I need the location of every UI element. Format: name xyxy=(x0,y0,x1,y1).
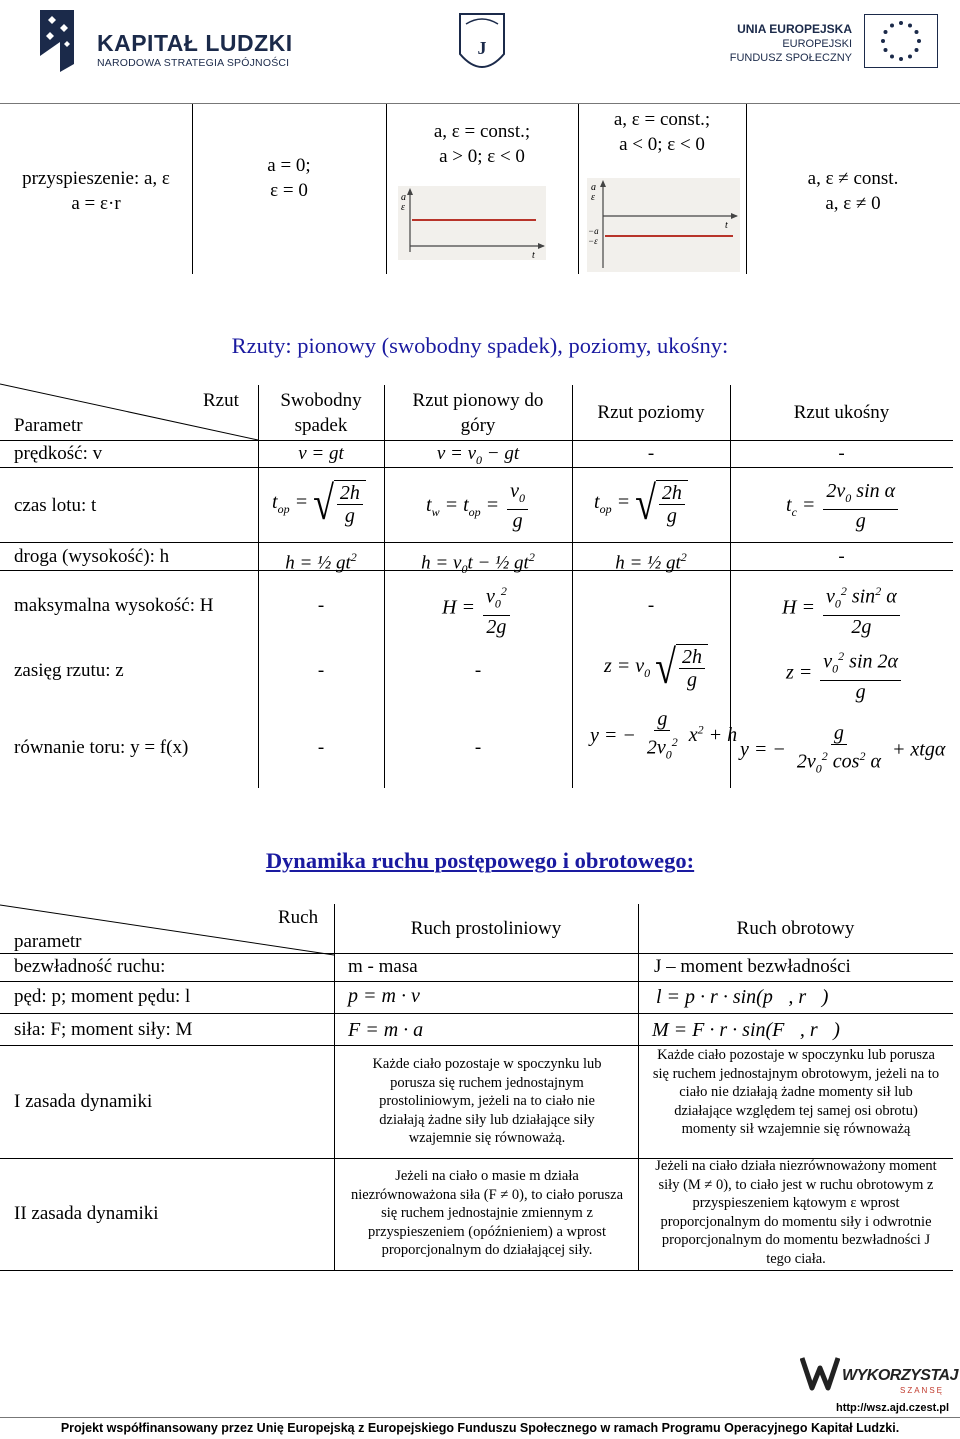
formula-t-ukosny: $t_c$ = $\frac{2v_0 \sin \alpha}{g}$ xyxy=(786,480,901,532)
dyn-r3-label: siła: F; moment siły: M xyxy=(14,1019,193,1040)
formula-h-swobodny: h = ½ $gt^2$ xyxy=(285,550,357,574)
dash-hmax-poziomy: - xyxy=(647,595,655,616)
dash-y-swobodny: - xyxy=(317,737,325,758)
accel-c4-line1: a, ε = const.; xyxy=(613,109,711,130)
dyn-r1-prosto: m - masa xyxy=(348,956,418,977)
svg-text:a: a xyxy=(591,182,596,193)
svg-text:t: t xyxy=(725,220,728,231)
accel-c2-line2: ε = 0 xyxy=(270,180,308,201)
dyn-r5-obrot: Jeżeli na ciało działa niezrównoważony moment siły (M ≠ 0), to ciało jest w ruchu obrotowym z przyspieszeniem kątowym ε wprost proporcjonalnym do momentu siły i odwrotnie proporcjonalnym do momentu bezwładności J tego ciała. xyxy=(655,1158,937,1267)
rzuty-h-poziomy: Rzut poziomy xyxy=(597,402,705,423)
dyn-r1-label: bezwładność ruchu: xyxy=(14,956,166,977)
svg-text:J: J xyxy=(477,38,487,58)
svg-text:a: a xyxy=(401,192,406,203)
rzuty-row-predkosc: prędkość: v xyxy=(14,443,103,464)
formula-t-poziomy: $t_{op}$ = √ $\frac{2h}{g}$ xyxy=(594,480,688,527)
rzuty-row-zasieg: zasięg rzutu: z xyxy=(14,660,124,681)
formula-y-poziomy: y = − $\frac{g}{2v_0^2}$ $x^2 + h$ xyxy=(590,708,738,762)
header xyxy=(0,0,960,95)
formula-z-ukosny: z = $\frac{v_0^2 \sin 2\alpha}{g}$ xyxy=(786,645,904,703)
formula-t-pionowy: $t_w = t_{op}$ = $\frac{v_0}{g}$ xyxy=(426,480,531,532)
formula-h-pionowy: $h = v_0t$ − ½ $gt^2$ xyxy=(421,550,535,577)
rzuty-row-droga: droga (wysokość): h xyxy=(14,546,170,567)
formula-v-swobodny: v = gt xyxy=(298,443,344,464)
dyn-r1-obrot: J – moment bezwładności xyxy=(654,956,851,977)
footer-url[interactable]: http://wsz.ajd.czest.pl xyxy=(836,1402,950,1414)
eu-line-3: FUNDUSZ SPOŁECZNY xyxy=(729,52,852,64)
dynamika-title: Dynamika ruchu postępowego i obrotowego: xyxy=(265,848,695,873)
accel-graph-negative xyxy=(587,178,740,272)
accel-graph-positive xyxy=(398,186,546,260)
accel-c4-line2: a < 0; ε < 0 xyxy=(619,134,705,155)
rzuty-row-czas: czas lotu: t xyxy=(14,495,97,516)
kl-subtitle: NARODOWA STRATEGIA SPÓJNOŚCI xyxy=(97,57,290,69)
rzuty-h-rzut: Rzut xyxy=(203,390,239,411)
rzuty-h-ukosny: Rzut ukośny xyxy=(793,402,890,423)
footer-divider xyxy=(0,1417,960,1418)
dyn-h-parametr: parametr xyxy=(14,931,82,952)
accel-c1-line2: a = ε·r xyxy=(71,193,121,214)
formula-h-poziomy: h = ½ $gt^2$ xyxy=(615,550,687,574)
wykorzystaj-logo-icon xyxy=(800,1352,840,1392)
dyn-r4-prosto: Każde ciało pozostaje w spoczynku lub porusza się ruchem jednostajnym prostoliniowym, jeżeli na to ciało nie działają żadne siły lub działające siły wzajemnie się równoważą. xyxy=(372,1056,602,1146)
formula-t-swobodny: $t_{op}$ = √ $\frac{2h}{g}$ xyxy=(272,480,366,527)
accel-c2-line1: a = 0; xyxy=(267,155,311,176)
formula-z-poziomy: $z = v_0$ √ $\frac{2h}{g}$ xyxy=(604,644,708,691)
dash-z-pionowy: - xyxy=(474,660,482,681)
rzuty-row-hmax: maksymalna wysokość: H xyxy=(14,595,214,616)
dyn-h-obrotowy: Ruch obrotowy xyxy=(736,918,855,939)
university-crest-icon xyxy=(456,10,508,82)
formula-moment-sily: M = F · r · sin(F⃗, r⃗) xyxy=(652,1019,840,1041)
accel-c3-line2: a > 0; ε < 0 xyxy=(439,146,525,167)
kl-title: KAPITAŁ LUDZKI xyxy=(97,30,293,56)
dash-hmax-swobodny: - xyxy=(317,595,325,616)
formula-sila: F = m · a xyxy=(348,1019,424,1041)
accel-c5-line1: a, ε ≠ const. xyxy=(807,168,899,189)
svg-text:−ε: −ε xyxy=(588,236,598,246)
formula-y-ukosny: y = − $\frac{g}{2v_0^2 \cos^2 \alpha}$ + xtgα xyxy=(740,722,946,776)
wykorzystaj-text: WYKORZYSTAJ xyxy=(842,1367,958,1384)
dash-v-poziomy: - xyxy=(647,443,655,464)
accel-c1-line1: przyspieszenie: a, ε xyxy=(22,168,170,189)
kapital-ludzki-logo-icon xyxy=(30,6,82,76)
dyn-r5-label: II zasada dynamiki xyxy=(14,1203,159,1224)
formula-moment-pedu: l = p · r · sin(p⃗, r⃗) xyxy=(656,986,829,1008)
dyn-r4-label: I zasada dynamiki xyxy=(14,1091,153,1112)
dash-z-swobodny: - xyxy=(317,660,325,681)
rzuty-h-swobodny-2: spadek xyxy=(294,415,348,436)
dyn-h-ruch: Ruch xyxy=(278,907,319,928)
svg-text:ε: ε xyxy=(591,192,595,203)
wykorzystaj-sub: SZANSĘ xyxy=(900,1386,945,1395)
svg-text:t: t xyxy=(532,250,535,260)
rzuty-h-swobodny-1: Swobodny xyxy=(280,390,362,411)
dash-h-ukosny: - xyxy=(838,546,845,567)
accel-c5-line2: a, ε ≠ 0 xyxy=(825,193,881,214)
dyn-r4-obrot: Każde ciało pozostaje w spoczynku lub porusza się ruchem jednostajnym obrotowym, jeżeli na to ciało nie działają żadne momenty sił lub działające względem tej samej osi obrotu) momenty sił wzajemnie się równoważą xyxy=(652,1047,940,1137)
rzuty-title: Rzuty: pionowy (swobodny spadek), poziomy, ukośny: xyxy=(231,333,729,358)
eu-line-1: UNIA EUROPEJSKA xyxy=(737,22,852,36)
rzuty-row-rownanie: równanie toru: y = f(x) xyxy=(14,737,189,758)
formula-hmax-pionowy: H = $\frac{v_0^2}{2g}$ xyxy=(442,580,513,638)
dyn-r2-label-text: pęd: p; moment pędu: l xyxy=(14,986,191,1007)
rzuty-h-pionowy-1: Rzut pionowy do xyxy=(412,390,544,411)
dyn-h-prostoliniowy: Ruch prostoliniowy xyxy=(410,918,562,939)
svg-text:ε: ε xyxy=(401,202,405,213)
formula-hmax-ukosny: H = $\frac{v_0^2 \sin^2 \alpha}{2g}$ xyxy=(782,580,903,638)
header-divider xyxy=(0,103,960,104)
rzuty-h-pionowy-2: góry xyxy=(460,415,496,436)
footer-note: Projekt współfinansowany przez Unię Europejską z Europejskiego Funduszu Społecznego w ramach Programu Operacyjnego Kapitał Ludzki. xyxy=(60,1421,900,1435)
eu-line-2: EUROPEJSKI xyxy=(782,38,852,50)
dyn-r2-label xyxy=(14,985,190,1009)
formula-ped: p = m · v xyxy=(348,985,420,1007)
dyn-r5-prosto: Jeżeli na ciało o masie m działa niezrównoważona siła (F ≠ 0), to ciało porusza się ruchem jednostajnie zmiennym z przyspieszeniem (opóźnieniem) a wprost proporcjonalnym do działającej siły. xyxy=(350,1168,624,1258)
svg-text:−a: −a xyxy=(588,226,599,236)
formula-v-pionowy: $v = v_0$ − gt xyxy=(436,443,520,467)
dash-y-pionowy: - xyxy=(474,737,482,758)
dash-v-ukosny: - xyxy=(838,443,845,464)
rzuty-h-parametr: Parametr xyxy=(14,415,83,436)
eu-flag-icon xyxy=(864,14,938,68)
accel-c3-line1: a, ε = const.; xyxy=(433,121,531,142)
